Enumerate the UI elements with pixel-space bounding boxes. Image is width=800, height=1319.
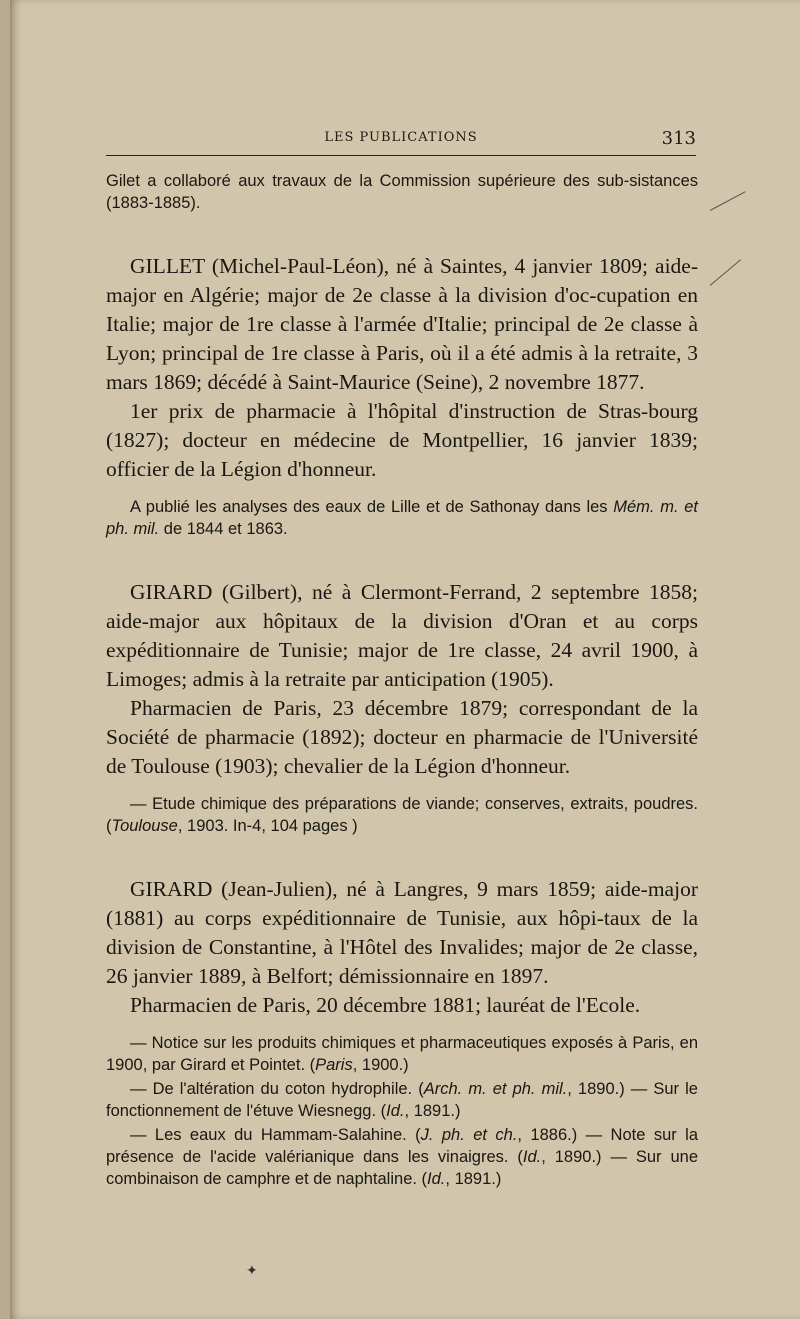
text-run: , 1903. In-4, 104 pages ) <box>177 817 358 835</box>
text-run: Pharmacien de Paris, 23 décembre 1879; correspondant de la Société de pharmacie (1892); docteur en pharmacie de l'Université de Toulouse (1903); chevalier de la Légion d'honneur. <box>106 696 698 778</box>
ink-speck: ✦ <box>246 1263 258 1279</box>
header-rule <box>106 155 696 156</box>
text-run: , 1886.) — Note sur la présence de l'acide valérianique dans les vinaigres. ( <box>106 1126 698 1166</box>
entry-girard-gilbert-career <box>106 694 698 781</box>
entry-gillet-publications <box>106 496 698 540</box>
text-run: — Etude chimique des préparations de viande; conserves, extraits, poudres. ( <box>106 795 698 835</box>
entry-gillet-career <box>106 397 698 484</box>
text-run: 1er prix de pharmacie à l'hôpital d'instruction de Stras-bourg (1827); docteur en médecine de Montpellier, 16 janvier 1839; officier de la Légion d'honneur. <box>106 399 698 481</box>
text-run: , 1890.) — Sur une combinaison de camphre et de naphtaline. ( <box>106 1148 698 1188</box>
page-number: 313 <box>661 128 696 149</box>
text-run: Gilet a collaboré aux travaux de la Commission supérieure des sub-sistances (1883-1885). <box>106 172 698 212</box>
text-run: A publié les analyses des eaux de Lille et de Sathonay dans les <box>130 498 614 516</box>
entry-girard-gilbert-biography <box>106 578 698 694</box>
italic-run: Paris <box>315 1056 353 1074</box>
text-run: GIRARD (Gilbert), né à Clermont-Ferrand, 2 septembre 1858; aide-major aux hôpitaux de la division d'Oran et au corps expéditionnaire de Tunisie; major de 1re classe, 24 avril 1900, à Limoges; admis à la retraite par anticipation (1905). <box>106 580 698 691</box>
italic-run: Id. <box>522 1148 542 1166</box>
entry-gillet-biography <box>106 252 698 397</box>
gilet-continuation <box>106 170 698 214</box>
margin-pencil-mark <box>710 259 741 285</box>
text-run: GILLET (Michel-Paul-Léon), né à Saintes, 4 janvier 1809; aide-major en Algérie; major de 2e classe à la division d'oc-cupation en Italie; major de 1re classe à l'armée d'Italie; principal de 2e classe à Lyon; principal de 1re classe à Paris, où il a été admis à la retraite, 3 mars 1869; décédé à Saint-Maurice (Seine), 2 novembre 1877. <box>106 254 698 394</box>
text-run: — De l'altération du coton hydrophile. ( <box>130 1080 424 1098</box>
text-run: , 1900.) <box>352 1056 409 1074</box>
page-body <box>106 170 698 1190</box>
text-run: — Notice sur les produits chimiques et pharmaceutiques exposés à Paris, en 1900, par Girard et Pointet. ( <box>106 1034 698 1074</box>
text-run: — Les eaux du Hammam-Salahine. ( <box>130 1126 421 1144</box>
running-header <box>106 128 696 150</box>
running-title: LES PUBLICATIONS <box>324 130 478 145</box>
text-run: , 1891.) <box>445 1170 502 1188</box>
entry-girard-jean-publication-3 <box>106 1124 698 1190</box>
entry-girard-jean-biography <box>106 875 698 991</box>
margin-pencil-mark <box>710 191 746 211</box>
text-run: Pharmacien de Paris, 20 décembre 1881; lauréat de l'Ecole. <box>130 993 641 1017</box>
entry-girard-jean-publication-2 <box>106 1078 698 1122</box>
italic-run: Id. <box>427 1170 446 1188</box>
entry-girard-jean-publication-1 <box>106 1032 698 1076</box>
italic-run: Arch. m. et ph. mil. <box>423 1080 568 1098</box>
text-run: , 1891.) <box>404 1102 461 1120</box>
entry-girard-jean-career <box>106 991 698 1020</box>
italic-run: Toulouse <box>111 817 178 835</box>
text-run: GIRARD (Jean-Julien), né à Langres, 9 mars 1859; aide-major (1881) au corps expéditionnaire de Tunisie, aux hôpi-taux de la division de Constantine, à l'Hôtel des Invalides; major de 2e classe, 26 janvier 1889, à Belfort; démissionnaire en 1897. <box>106 877 698 988</box>
italic-run: J. ph. et ch. <box>420 1126 518 1144</box>
text-run: de 1844 et 1863. <box>159 520 288 538</box>
entry-girard-gilbert-publications <box>106 793 698 837</box>
italic-run: Mém. m. et ph. mil. <box>106 498 698 538</box>
book-page <box>10 0 800 1319</box>
italic-run: Id. <box>386 1102 405 1120</box>
text-run: , 1890.) — Sur le fonctionnement de l'étuve Wiesnegg. ( <box>106 1080 698 1120</box>
